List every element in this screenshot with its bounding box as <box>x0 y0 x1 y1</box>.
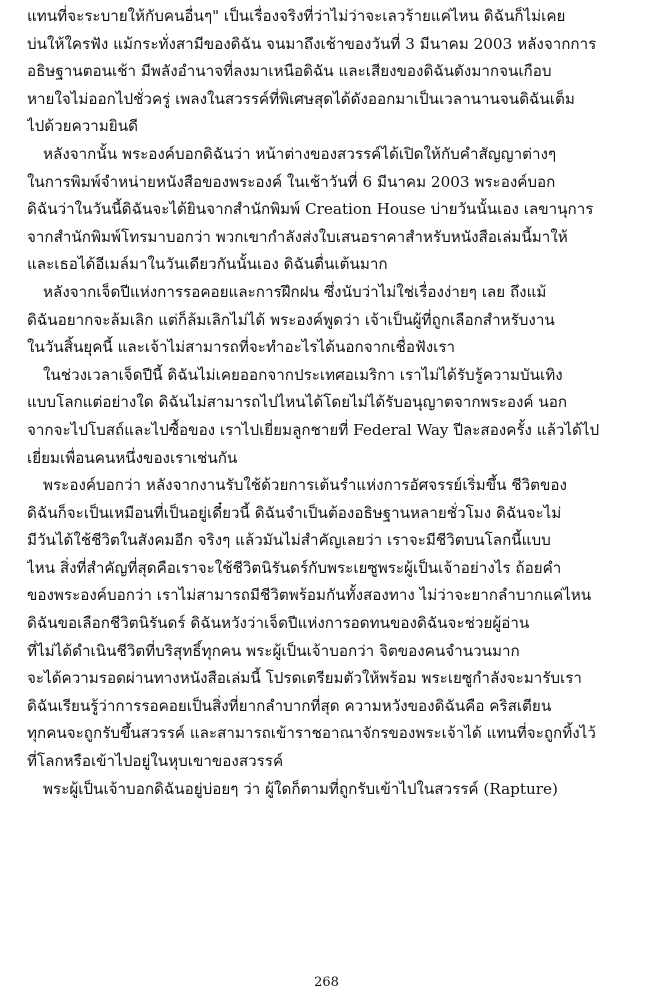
text-line: เยี่ยมเพื่อนคนหนึ่งของเราเช่นกัน <box>27 448 238 467</box>
text-line: ดิฉันเรียนรู้ว่าการรอคอยเป็นสิ่งที่ยากลำบากที่สุด ความหวังของดิฉันคือ คริสเตียน <box>27 696 552 715</box>
text-line: มีวันได้ใช้ชีวิตในสังคมอีก จริงๆ แล้วมันไม่สำคัญเลยว่า เราจะมีชีวิตบนโลกนี้แบบ <box>27 531 551 550</box>
text-line: ที่โลกหรือเข้าไปอยู่ในหุบเขาของสวรรค์ <box>27 752 284 771</box>
text-line: จากจะไปโบสถ์และไปซื้อของ เราไปเยี่ยมลูกชายที่ Federal Way ปีละสองครั้ง แล้วได้ไป <box>27 420 600 439</box>
body-text <box>27 3 639 803</box>
text-line: ไปด้วยความยินดี <box>27 117 138 136</box>
text-line: ดิฉันว่าในวันนี้ดิฉันจะได้ยินจากสำนักพิมพ์ Creation House บ่ายวันนั้นเอง เลขานุการ <box>27 200 594 219</box>
text-line: ในวันสิ้นยุคนี้ และเจ้าไม่สามารถที่จะทำอะไรได้นอกจากเชื่อฟังเรา <box>27 338 456 357</box>
text-line: ในการพิมพ์จำหน่ายหนังสือของพระองค์ ในเช้าวันที่ 6 มีนาคม 2003 พระองค์บอก <box>27 172 556 191</box>
text-line: จากสำนักพิมพ์โทรมาบอกว่า พวกเขากำลังส่งใบเสนอราคาสำหรับหนังสือเล่มนี้มาให้ <box>27 227 568 246</box>
text-line: ของพระองค์บอกว่า เราไม่สามารถมีชีวิตพร้อมกันทั้งสองทาง ไม่ว่าจะยากลำบากแค่ไหน <box>27 586 592 605</box>
paragraph-first-line: ในช่วงเวลาเจ็ดปีนี้ ดิฉันไม่เคยออกจากประเทศอเมริกา เราไม่ได้รับรู้ความบันเทิง <box>43 365 563 384</box>
text-line: จะได้ความรอดผ่านทางหนังสือเล่มนี้ โปรดเตรียมตัวให้พร้อม พระเยซูกำลังจะมารับเรา <box>27 669 582 688</box>
text-line: และเธอได้อีเมล์มาในวันเดียวกันนั้นเอง ดิฉันตื่นเต้นมาก <box>27 255 388 274</box>
page-number: 268 <box>314 975 339 990</box>
text-line: อธิษฐานตอนเช้า มีพลังอำนาจที่ลงมาเหนือดิฉัน และเสียงของดิฉันดังมากจนเกือบ <box>27 62 552 81</box>
text-line: ดิฉันอยากจะล้มเลิก แต่ก็ล้มเลิกไม่ได้ พระองค์พูดว่า เจ้าเป็นผู้ที่ถูกเลือกสำหรับงาน <box>27 310 555 329</box>
paragraph-first-line: หลังจากเจ็ดปีแห่งการรอคอยและการฝึกฝน ซึ่งนับว่าไม่ใช่เรื่องง่ายๆ เลย ถึงแม้ <box>43 282 547 301</box>
paragraph-first-line: พระองค์บอกว่า หลังจากงานรับใช้ด้วยการเต้นรำแห่งการอัศจรรย์เริ่มขึ้น ชีวิตของ <box>43 476 567 495</box>
paragraph-first-line: พระผู้เป็นเจ้าบอกดิฉันอยู่บ่อยๆ ว่า ผู้ใดก็ตามที่ถูกรับเข้าไปในสวรรค์ (Rapture) <box>43 779 558 798</box>
text-line: แบบโลกแต่อย่างใด ดิฉันไม่สามารถไปไหนได้โดยไม่ได้รับอนุญาตจากพระองค์ นอก <box>27 393 568 412</box>
text-line: ไหน สิ่งที่สำคัญที่สุดคือเราจะใช้ชีวิตนิรันดร์กับพระเยซูพระผู้เป็นเจ้าอย่างไร ถ้อยคำ <box>27 558 562 577</box>
text-line: แทนที่จะระบายให้กับคนอื่นๆ" เป็นเรื่องจริงที่ว่าไม่ว่าจะเลวร้ายแค่ไหน ดิฉันก็ไม่เคย <box>27 7 566 25</box>
text-line: ทุกคนจะถูกรับขึ้นสวรรค์ และสามารถเข้าราชอาณาจักรของพระเจ้าได้ แทนที่จะถูกทิ้งไว้ <box>27 724 596 743</box>
text-line: ดิฉันก็จะเป็นเหมือนที่เป็นอยู่เดี๋ยวนี้ ดิฉันจำเป็นต้องอธิษฐานหลายชั่วโมง ดิฉันจะไม่ <box>27 503 562 522</box>
paragraph-first-line: หลังจากนั้น พระองค์บอกดิฉันว่า หน้าต่างของสวรรค์ได้เปิดให้กับคำสัญญาต่างๆ <box>43 144 557 163</box>
text-line: บ่นให้ใครฟัง แม้กระทั่งสามีของดิฉัน จนมาถึงเช้าของวันที่ 3 มีนาคม 2003 หลังจากการ <box>27 34 597 53</box>
text-line: ที่ไม่ได้ดำเนินชีวิตที่บริสุทธิ์ทุกคน พระผู้เป็นเจ้าบอกว่า จิตของคนจำนวนมาก <box>27 641 520 660</box>
text-line: ดิฉันขอเลือกชีวิตนิรันดร์ ดิฉันหวังว่าเจ็ดปีแห่งการอดทนของดิฉันจะช่วยผู้อ่าน <box>27 614 530 633</box>
text-line: หายใจไม่ออกไปชั่วครู่ เพลงในสวรรค์ที่พิเศษสุดได้ดังออกมาเป็นเวลานานจนดิฉันเต็ม <box>27 89 575 108</box>
